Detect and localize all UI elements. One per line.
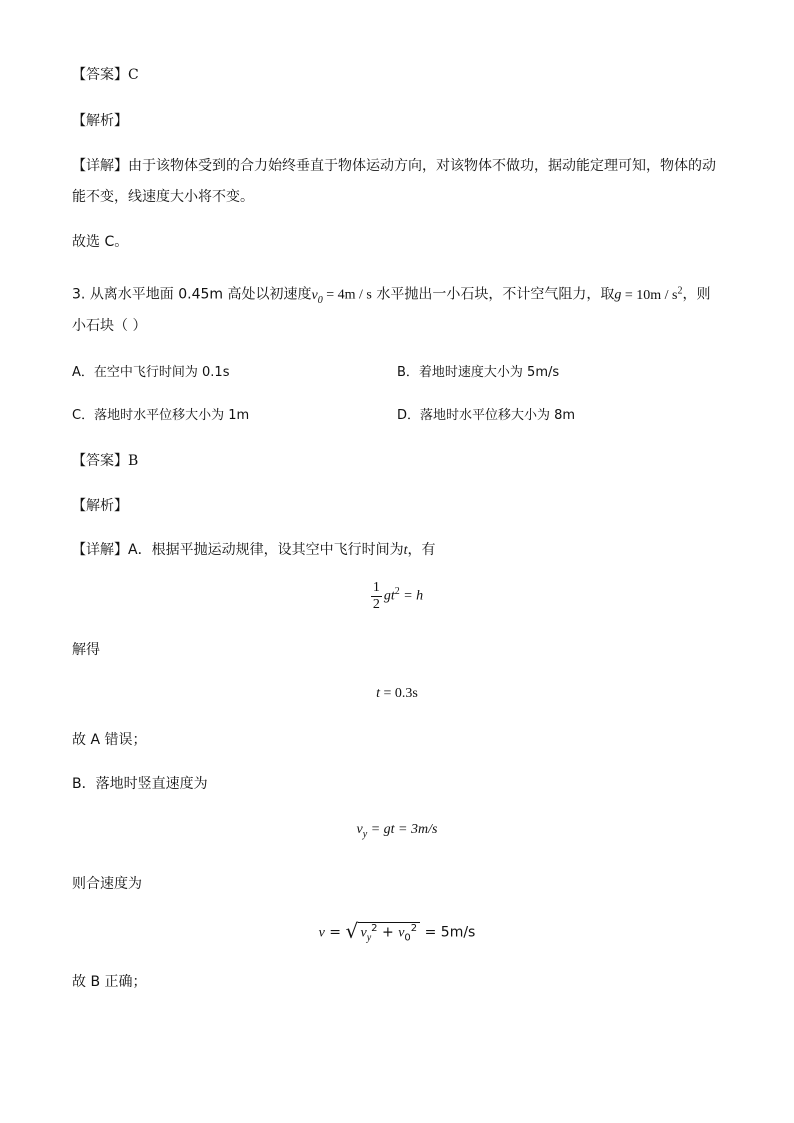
question-text-a: 从离水平地面 0.45m 高处以初速度 — [89, 286, 312, 303]
question-3-line1 — [72, 282, 710, 309]
conclusion-b — [72, 973, 147, 991]
question-text-c: ，则 — [682, 286, 711, 303]
detail-text-cont: 能不变，线速度大小将不变。 — [72, 189, 254, 205]
part-b-text: B．落地时竖直速度为 — [72, 776, 208, 792]
analysis-tag: 【解析】 — [72, 113, 128, 129]
conclusion-a-text: 故 A 错误； — [72, 732, 147, 748]
equation-2: t = 0.3s — [376, 686, 418, 701]
detail-tail: ，有 — [407, 542, 436, 558]
question-text-line2: 小石块（ ） — [72, 318, 147, 334]
detail-tag: 【详解】 — [72, 158, 128, 174]
option-d[interactable]: D．落地时水平位移大小为 8m — [397, 408, 576, 423]
choose-text: 故选 C。 — [72, 234, 129, 250]
equation-3: $v_y$ = gt = 3m/s — [356, 822, 438, 840]
question-text-b: 水平抛出一小石块，不计空气阻力，取 — [376, 286, 615, 303]
solve-text: 解得 — [72, 642, 100, 658]
detail-text: A．根据平抛运动规律，设其空中飞行时间为 — [128, 542, 404, 558]
choose-line-1 — [72, 233, 128, 251]
conclusion-a — [72, 731, 146, 749]
analysis-tag: 【解析】 — [72, 498, 128, 514]
answer-tag: 【答案】 — [72, 453, 128, 469]
detail-tag: 【详解】 — [72, 542, 128, 558]
option-a[interactable]: A．在空中飞行时间为 0.1s — [72, 365, 230, 380]
square-root: √ $v_y^2 + v_0^2$ — [346, 922, 421, 943]
analysis-line-2 — [72, 497, 128, 515]
g-symbol: g — [614, 287, 622, 303]
equation-1: $\frac{1}{2}$ $gt^2 = h$ — [372, 580, 424, 612]
detail-line-1b — [72, 188, 254, 206]
question-3-line2 — [72, 317, 146, 335]
option-c[interactable]: C．落地时水平位移大小为 1m — [72, 408, 250, 423]
analysis-line-1 — [72, 112, 128, 130]
v0-symbol: $v_0$ — [311, 287, 323, 306]
detail-text: 由于该物体受到的合力始终垂直于物体运动方向，对该物体不做功，据动能定理可知，物体的动 — [128, 158, 716, 174]
answer-value: B — [128, 453, 139, 469]
fraction-one-half: $\frac{1}{2}$ — [372, 580, 380, 612]
question-number: 3. — [72, 286, 86, 303]
resultant-speed-text: 则合速度为 — [72, 876, 142, 892]
solve-label — [72, 641, 100, 659]
g-value: = $10m / s^2$ — [621, 285, 683, 303]
conclusion-b-text: 故 B 正确； — [72, 974, 147, 990]
equation-4: v = √ $v_y^2 + v_0^2 = 5m/s$ — [318, 919, 476, 944]
answer-line-2 — [72, 452, 138, 470]
part-b-line — [72, 775, 208, 793]
detail-line-2 — [72, 541, 435, 560]
v0-value: = 4m / s — [322, 287, 372, 303]
answer-tag: 【答案】 — [72, 67, 128, 83]
answer-line-1 — [72, 66, 139, 84]
option-b[interactable]: B．着地时速度大小为 5m/s — [397, 365, 560, 380]
answer-value: C — [128, 67, 139, 83]
detail-line-1a — [72, 157, 716, 175]
resultant-speed-line — [72, 875, 142, 893]
t-symbol: t — [403, 543, 408, 558]
